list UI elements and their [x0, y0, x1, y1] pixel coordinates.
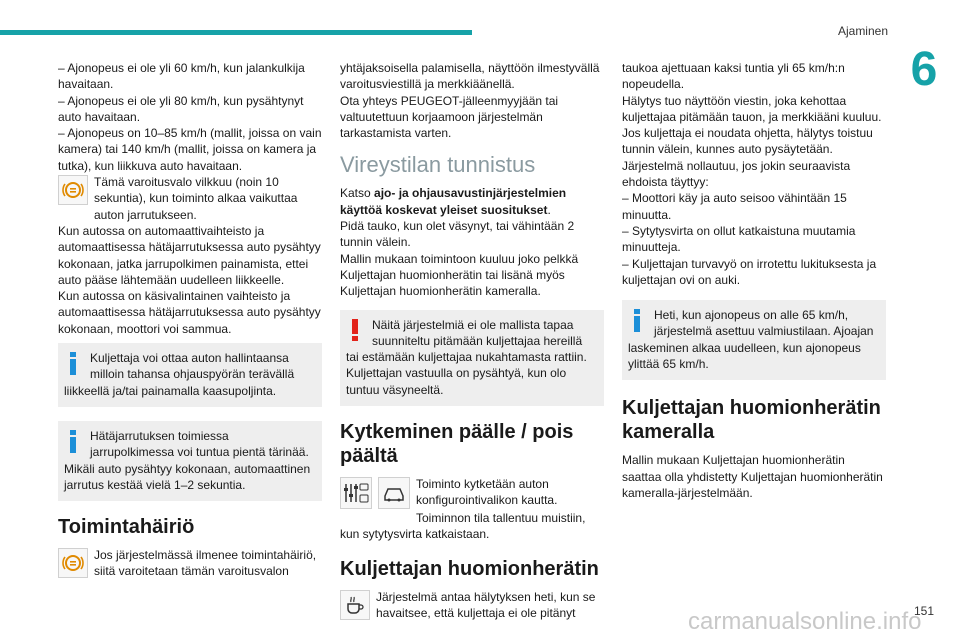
- paragraph: Mallin mukaan Kuljettajan huomionherätin saattaa olla yhdistetty Kuljettajan huomionherätin kameralla-järjestelmään.: [622, 453, 883, 500]
- watermark: carmanualsonline.info: [688, 608, 922, 635]
- section-title: Ajaminen: [837, 24, 888, 38]
- car-icon: [378, 477, 410, 509]
- warning-light-paragraph: [58, 547, 322, 581]
- heading-activation: Kytkeminen päälle / pois päältä: [340, 421, 574, 468]
- heading-driver-alert: Kuljettajan huomionherätin: [340, 557, 599, 580]
- config-paragraph: [340, 476, 604, 510]
- heading-malfunction: Toimintahäiriö: [58, 516, 195, 539]
- info-icon: [628, 307, 648, 335]
- column-1: [58, 60, 322, 581]
- paragraph: Ota yhteys PEUGEOT-jälleenmyyjään tai valtuutettuun korjaamoon järjestelmän tarkastamista varten.: [340, 93, 559, 141]
- bold-text: ajo- ja ohjausavustinjärjestelmien käyttöä koskevat yleiset suositukset: [340, 186, 567, 217]
- paragraph: Järjestelmä nollautuu, jos jokin seuraavista ehdoista täyttyy:: [622, 158, 851, 190]
- paragraph: – Ajonopeus ei ole yli 80 km/h, kun pysähtynyt auto havaitaan.: [58, 93, 304, 124]
- chapter-number: 6: [910, 43, 938, 96]
- brake-warning-icon: [58, 548, 88, 578]
- paragraph: Hälytys tuo näyttöön viestin, joka kehottaa kuljettajaa pitämään tauon, ja merkkiääni kuuluu.: [622, 93, 882, 124]
- paragraph: – Moottori käy ja auto seisoo vähintään 15 minuutta.: [622, 191, 847, 222]
- paragraph: – Sytytysvirta on ollut katkaistuna muutamia minuutteja.: [622, 223, 856, 255]
- coffee-cup-icon: [340, 590, 370, 620]
- info-text: Heti, kun ajonopeus on alle 65 km/h, järjestelmä asettuu valmiustilaan. Ajoajan laskeminen alkaa uudelleen, kun ajonopeus ylittää 65 km/h.: [628, 308, 874, 372]
- paragraph: Toiminnon tila tallentuu muistiin, kun sytytysvirta katkaistaan.: [340, 511, 586, 542]
- info-text: Kuljettaja voi ottaa auton hallintaansa milloin tahansa ohjauspyörän terävällä liikkeellä ja/tai painamalla kaasupoljinta.: [64, 351, 295, 398]
- alert-paragraph: [340, 589, 604, 623]
- info-icon: [64, 428, 84, 456]
- paragraph: – Ajonopeus ei ole yli 60 km/h, kun jalankulkija havaitaan.: [58, 61, 305, 92]
- paragraph: Mallin mukaan toimintoon kuuluu joko pelkkä Kuljettajan huomionherätin tai lisänä myös Kuljettajan huomionherätin kameralla.: [340, 251, 579, 299]
- paragraph: Kun autossa on käsivalintainen vaihteisto ja automaattisessa hätäjarrutuksessa auto pysähtyy kokonaan, moottori voi sammua.: [58, 289, 321, 336]
- settings-menu-icon: [340, 477, 372, 509]
- page-number: 151: [914, 604, 935, 618]
- paragraph-text: Toiminto kytketään auton konfigurointivalikon kautta.: [416, 477, 558, 508]
- paragraph: Jos kuljettaja ei noudata ohjetta, hälytys toistuu tunnin välein, kunnes auto pysäytetään.: [622, 126, 873, 157]
- heading-drowsiness: Vireystilan tunnistus: [340, 152, 536, 178]
- info-box: [58, 343, 322, 407]
- heading-camera-alert: Kuljettajan huomionherätin kameralla: [622, 397, 881, 444]
- text: .: [547, 202, 551, 217]
- warning-text: Näitä järjestelmiä ei ole mallista tapaa suunniteltu pitämään kuljettajaa hereillä tai estämään kuljettajaa nukahtamasta rattiin. Kuljettajan vastuulla on pysähtyä, kun olo tuntuu väsyneeltä.: [346, 317, 587, 397]
- warning-light-paragraph: [58, 174, 322, 223]
- paragraph: Pidä tauko, kun olet väsynyt, tai vähintään 2 tunnin välein.: [340, 219, 575, 250]
- paragraph: – Kuljettajan turvavyö on irrotettu lukituksesta ja kuljettajan ovi on auki.: [622, 256, 877, 287]
- info-icon: [64, 350, 84, 378]
- paragraph-text: Järjestelmä antaa hälytyksen heti, kun se havaitsee, että kuljettaja ei ole pitänyt: [376, 589, 596, 620]
- paragraph-text: Jos järjestelmässä ilmenee toimintahäiriö, siitä varoitetaan tämän varoitusvalon: [94, 548, 317, 579]
- paragraph: [340, 185, 604, 218]
- info-box: [622, 300, 886, 380]
- brake-warning-icon: [58, 175, 88, 205]
- paragraph-text: Tämä varoitusvalo vilkkuu (noin 10 sekuntia), kun toiminto alkaa vaikuttaa auton jarrutukseen.: [94, 175, 298, 222]
- info-box: [58, 421, 322, 501]
- text: Katso: [340, 186, 375, 201]
- column-2: [340, 60, 604, 623]
- column-3: [622, 60, 886, 501]
- paragraph: taukoa ajettuaan kaksi tuntia yli 65 km/h:n nopeudella.: [622, 61, 845, 92]
- info-text: Hätäjarrutuksen toimiessa jarrupolkimessa voi tuntua pientä tärinää. Mikäli auto pysähtyy kokonaan, automaattinen jarrutus kestää vielä 1–2 sekuntia.: [64, 428, 311, 492]
- warning-box: [340, 310, 604, 406]
- exclamation-icon: [346, 317, 366, 345]
- paragraph: Kun autossa on automaattivaihteisto ja automaattisessa hätäjarrutuksessa auto pysähtyy kokonaan, jatka jarrupolkimen painamista, ettei auto pääse lähtemään uudelleen liikkeelle.: [58, 223, 321, 287]
- header-accent-bar: [0, 30, 472, 35]
- paragraph: – Ajonopeus on 10–85 km/h (mallit, joissa on vain kamera) tai 140 km/h (mallit, joissa on kamera ja tutka), kun liikkuva auto havaitaan.: [58, 126, 322, 173]
- paragraph: yhtäjaksoisella palamisella, näyttöön ilmestyvällä varoitusviestillä ja merkkiäänellä.: [340, 61, 600, 92]
